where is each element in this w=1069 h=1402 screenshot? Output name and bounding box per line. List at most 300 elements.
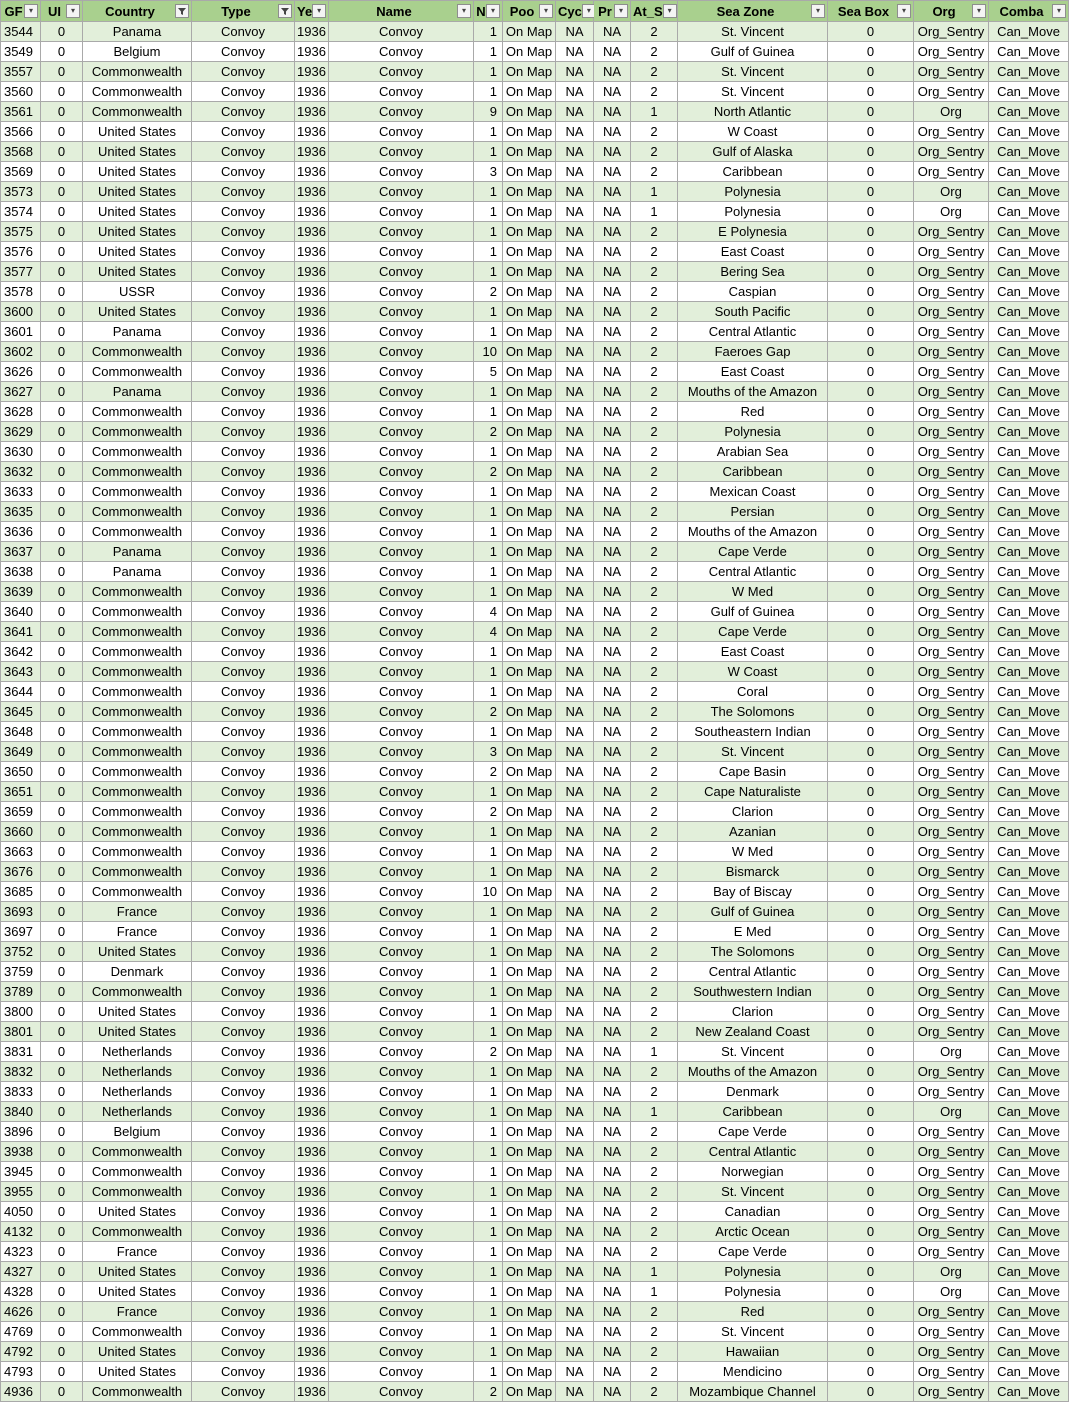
cell-pr[interactable]: NA — [594, 262, 631, 282]
cell-cycle[interactable]: NA — [556, 402, 594, 422]
cell-sea-box[interactable]: 0 — [828, 1322, 914, 1342]
cell-pr[interactable]: NA — [594, 822, 631, 842]
cell-combat[interactable]: Can_Move — [989, 1302, 1069, 1322]
cell-sea-box[interactable]: 0 — [828, 642, 914, 662]
cell-at-s[interactable]: 2 — [631, 842, 678, 862]
cell-cycle[interactable]: NA — [556, 1222, 594, 1242]
cell-sea-zone[interactable]: Gulf of Alaska — [678, 142, 828, 162]
cell-country[interactable]: Commonwealth — [83, 342, 192, 362]
cell-n[interactable]: 2 — [474, 462, 503, 482]
cell-name[interactable]: Convoy — [329, 462, 474, 482]
cell-n[interactable]: 1 — [474, 862, 503, 882]
cell-type[interactable]: Convoy — [192, 462, 295, 482]
cell-name[interactable]: Convoy — [329, 42, 474, 62]
cell-org[interactable]: Org_Sentry — [914, 1002, 989, 1022]
cell-cycle[interactable]: NA — [556, 262, 594, 282]
cell-pool[interactable]: On Map — [503, 802, 556, 822]
header-type[interactable] — [192, 1, 295, 22]
cell-sea-box[interactable]: 0 — [828, 982, 914, 1002]
cell-pool[interactable]: On Map — [503, 1042, 556, 1062]
cell-country[interactable]: Commonwealth — [83, 1182, 192, 1202]
cell-cycle[interactable]: NA — [556, 442, 594, 462]
cell-combat[interactable]: Can_Move — [989, 822, 1069, 842]
cell-name[interactable]: Convoy — [329, 722, 474, 742]
cell-pool[interactable]: On Map — [503, 1322, 556, 1342]
cell-gf[interactable]: 4327 — [1, 1262, 41, 1282]
cell-org[interactable]: Org_Sentry — [914, 902, 989, 922]
cell-org[interactable]: Org_Sentry — [914, 342, 989, 362]
cell-sea-zone[interactable]: Hawaiian — [678, 1342, 828, 1362]
cell-year[interactable]: 1936 — [295, 1262, 329, 1282]
cell-at-s[interactable]: 2 — [631, 782, 678, 802]
cell-year[interactable]: 1936 — [295, 1182, 329, 1202]
cell-country[interactable]: Commonwealth — [83, 502, 192, 522]
cell-pr[interactable]: NA — [594, 582, 631, 602]
cell-org[interactable]: Org_Sentry — [914, 622, 989, 642]
cell-n[interactable]: 1 — [474, 922, 503, 942]
cell-sea-box[interactable]: 0 — [828, 1122, 914, 1142]
cell-cycle[interactable]: NA — [556, 482, 594, 502]
cell-n[interactable]: 9 — [474, 102, 503, 122]
cell-country[interactable]: Panama — [83, 542, 192, 562]
cell-name[interactable]: Convoy — [329, 442, 474, 462]
cell-country[interactable]: Commonwealth — [83, 62, 192, 82]
cell-sea-zone[interactable]: New Zealand Coast — [678, 1022, 828, 1042]
cell-org[interactable]: Org_Sentry — [914, 522, 989, 542]
cell-org[interactable]: Org_Sentry — [914, 722, 989, 742]
cell-gf[interactable]: 3549 — [1, 42, 41, 62]
cell-country[interactable]: Commonwealth — [83, 102, 192, 122]
cell-pr[interactable]: NA — [594, 882, 631, 902]
cell-country[interactable]: Panama — [83, 322, 192, 342]
cell-sea-zone[interactable]: Mendicino — [678, 1362, 828, 1382]
cell-ui[interactable]: 0 — [41, 1282, 83, 1302]
cell-sea-box[interactable]: 0 — [828, 602, 914, 622]
cell-country[interactable]: Netherlands — [83, 1082, 192, 1102]
cell-name[interactable]: Convoy — [329, 562, 474, 582]
cell-cycle[interactable]: NA — [556, 862, 594, 882]
cell-cycle[interactable]: NA — [556, 902, 594, 922]
cell-combat[interactable]: Can_Move — [989, 1002, 1069, 1022]
cell-ui[interactable]: 0 — [41, 782, 83, 802]
cell-gf[interactable]: 3575 — [1, 222, 41, 242]
cell-gf[interactable]: 3650 — [1, 762, 41, 782]
cell-org[interactable]: Org_Sentry — [914, 1162, 989, 1182]
cell-combat[interactable]: Can_Move — [989, 1082, 1069, 1102]
filter-dropdown-icon[interactable]: ▾ — [312, 4, 326, 18]
cell-year[interactable]: 1936 — [295, 882, 329, 902]
cell-pr[interactable]: NA — [594, 242, 631, 262]
cell-sea-zone[interactable]: Cape Verde — [678, 542, 828, 562]
cell-pr[interactable]: NA — [594, 1062, 631, 1082]
cell-sea-box[interactable]: 0 — [828, 322, 914, 342]
cell-org[interactable]: Org_Sentry — [914, 242, 989, 262]
cell-n[interactable]: 1 — [474, 1202, 503, 1222]
cell-pool[interactable]: On Map — [503, 182, 556, 202]
cell-country[interactable]: Commonwealth — [83, 802, 192, 822]
cell-ui[interactable]: 0 — [41, 802, 83, 822]
cell-cycle[interactable]: NA — [556, 1102, 594, 1122]
cell-pool[interactable]: On Map — [503, 522, 556, 542]
cell-pr[interactable]: NA — [594, 1302, 631, 1322]
cell-ui[interactable]: 0 — [41, 1202, 83, 1222]
cell-cycle[interactable]: NA — [556, 1182, 594, 1202]
cell-year[interactable]: 1936 — [295, 122, 329, 142]
cell-pool[interactable]: On Map — [503, 702, 556, 722]
cell-ui[interactable]: 0 — [41, 222, 83, 242]
cell-sea-zone[interactable]: Polynesia — [678, 1282, 828, 1302]
cell-at-s[interactable]: 2 — [631, 362, 678, 382]
cell-n[interactable]: 1 — [474, 562, 503, 582]
header-cycle[interactable] — [556, 1, 594, 22]
cell-pr[interactable]: NA — [594, 1202, 631, 1222]
cell-n[interactable]: 1 — [474, 1262, 503, 1282]
cell-ui[interactable]: 0 — [41, 1362, 83, 1382]
cell-pool[interactable]: On Map — [503, 42, 556, 62]
cell-gf[interactable]: 3544 — [1, 22, 41, 42]
cell-country[interactable]: United States — [83, 182, 192, 202]
cell-at-s[interactable]: 2 — [631, 1242, 678, 1262]
cell-sea-box[interactable]: 0 — [828, 102, 914, 122]
cell-combat[interactable]: Can_Move — [989, 482, 1069, 502]
cell-type[interactable]: Convoy — [192, 802, 295, 822]
cell-at-s[interactable]: 2 — [631, 1222, 678, 1242]
cell-pr[interactable]: NA — [594, 1162, 631, 1182]
cell-gf[interactable]: 3600 — [1, 302, 41, 322]
cell-pr[interactable]: NA — [594, 322, 631, 342]
cell-combat[interactable]: Can_Move — [989, 202, 1069, 222]
filter-dropdown-icon[interactable]: ▾ — [457, 4, 471, 18]
cell-org[interactable]: Org_Sentry — [914, 402, 989, 422]
cell-gf[interactable]: 3626 — [1, 362, 41, 382]
cell-name[interactable]: Convoy — [329, 482, 474, 502]
cell-sea-zone[interactable]: St. Vincent — [678, 1042, 828, 1062]
cell-combat[interactable]: Can_Move — [989, 162, 1069, 182]
cell-type[interactable]: Convoy — [192, 482, 295, 502]
cell-sea-zone[interactable]: Cape Verde — [678, 622, 828, 642]
cell-n[interactable]: 1 — [474, 582, 503, 602]
cell-pr[interactable]: NA — [594, 1042, 631, 1062]
cell-year[interactable]: 1936 — [295, 962, 329, 982]
cell-gf[interactable]: 3660 — [1, 822, 41, 842]
cell-name[interactable]: Convoy — [329, 1102, 474, 1122]
cell-gf[interactable]: 3697 — [1, 922, 41, 942]
cell-sea-zone[interactable]: W Med — [678, 582, 828, 602]
cell-pool[interactable]: On Map — [503, 1202, 556, 1222]
cell-org[interactable]: Org_Sentry — [914, 802, 989, 822]
cell-type[interactable]: Convoy — [192, 762, 295, 782]
cell-type[interactable]: Convoy — [192, 422, 295, 442]
cell-gf[interactable]: 3840 — [1, 1102, 41, 1122]
cell-gf[interactable]: 3759 — [1, 962, 41, 982]
cell-combat[interactable]: Can_Move — [989, 22, 1069, 42]
cell-pool[interactable]: On Map — [503, 582, 556, 602]
cell-cycle[interactable]: NA — [556, 202, 594, 222]
cell-n[interactable]: 1 — [474, 662, 503, 682]
filter-dropdown-icon[interactable]: ▾ — [972, 4, 986, 18]
cell-cycle[interactable]: NA — [556, 842, 594, 862]
cell-country[interactable]: Commonwealth — [83, 82, 192, 102]
cell-n[interactable]: 4 — [474, 622, 503, 642]
cell-pool[interactable]: On Map — [503, 822, 556, 842]
cell-pool[interactable]: On Map — [503, 682, 556, 702]
cell-cycle[interactable]: NA — [556, 602, 594, 622]
cell-sea-zone[interactable]: Faeroes Gap — [678, 342, 828, 362]
cell-at-s[interactable]: 2 — [631, 82, 678, 102]
cell-org[interactable]: Org_Sentry — [914, 1342, 989, 1362]
cell-at-s[interactable]: 2 — [631, 622, 678, 642]
cell-ui[interactable]: 0 — [41, 562, 83, 582]
cell-combat[interactable]: Can_Move — [989, 1102, 1069, 1122]
cell-cycle[interactable]: NA — [556, 382, 594, 402]
cell-combat[interactable]: Can_Move — [989, 782, 1069, 802]
cell-year[interactable]: 1936 — [295, 1342, 329, 1362]
cell-country[interactable]: United States — [83, 1022, 192, 1042]
cell-sea-box[interactable]: 0 — [828, 1382, 914, 1402]
cell-combat[interactable]: Can_Move — [989, 1142, 1069, 1162]
cell-n[interactable]: 1 — [474, 682, 503, 702]
cell-name[interactable]: Convoy — [329, 182, 474, 202]
cell-n[interactable]: 1 — [474, 1282, 503, 1302]
cell-at-s[interactable]: 2 — [631, 542, 678, 562]
cell-n[interactable]: 2 — [474, 1382, 503, 1402]
cell-gf[interactable]: 3627 — [1, 382, 41, 402]
cell-sea-box[interactable]: 0 — [828, 402, 914, 422]
cell-pool[interactable]: On Map — [503, 1242, 556, 1262]
cell-org[interactable]: Org — [914, 182, 989, 202]
cell-country[interactable]: Commonwealth — [83, 642, 192, 662]
cell-cycle[interactable]: NA — [556, 822, 594, 842]
cell-type[interactable]: Convoy — [192, 562, 295, 582]
cell-name[interactable]: Convoy — [329, 202, 474, 222]
filter-dropdown-icon[interactable]: ▾ — [663, 4, 677, 18]
cell-type[interactable]: Convoy — [192, 842, 295, 862]
cell-n[interactable]: 1 — [474, 442, 503, 462]
cell-name[interactable]: Convoy — [329, 282, 474, 302]
cell-country[interactable]: Commonwealth — [83, 522, 192, 542]
cell-at-s[interactable]: 2 — [631, 422, 678, 442]
cell-gf[interactable]: 3644 — [1, 682, 41, 702]
filter-dropdown-icon[interactable]: ▾ — [582, 4, 596, 18]
cell-type[interactable]: Convoy — [192, 242, 295, 262]
cell-name[interactable]: Convoy — [329, 422, 474, 442]
cell-at-s[interactable]: 1 — [631, 1282, 678, 1302]
cell-type[interactable]: Convoy — [192, 342, 295, 362]
cell-org[interactable]: Org_Sentry — [914, 122, 989, 142]
cell-sea-zone[interactable]: St. Vincent — [678, 82, 828, 102]
cell-pool[interactable]: On Map — [503, 82, 556, 102]
cell-pr[interactable]: NA — [594, 362, 631, 382]
cell-ui[interactable]: 0 — [41, 762, 83, 782]
cell-n[interactable]: 10 — [474, 882, 503, 902]
cell-ui[interactable]: 0 — [41, 1082, 83, 1102]
cell-pool[interactable]: On Map — [503, 1182, 556, 1202]
cell-sea-zone[interactable]: Cape Naturaliste — [678, 782, 828, 802]
cell-name[interactable]: Convoy — [329, 522, 474, 542]
cell-combat[interactable]: Can_Move — [989, 142, 1069, 162]
cell-n[interactable]: 1 — [474, 1342, 503, 1362]
cell-at-s[interactable]: 2 — [631, 482, 678, 502]
cell-pool[interactable]: On Map — [503, 262, 556, 282]
cell-pool[interactable]: On Map — [503, 122, 556, 142]
cell-pr[interactable]: NA — [594, 482, 631, 502]
cell-org[interactable]: Org_Sentry — [914, 1222, 989, 1242]
cell-sea-box[interactable]: 0 — [828, 162, 914, 182]
cell-at-s[interactable]: 1 — [631, 182, 678, 202]
cell-pr[interactable]: NA — [594, 1242, 631, 1262]
header-n[interactable] — [474, 1, 503, 22]
cell-combat[interactable]: Can_Move — [989, 842, 1069, 862]
cell-year[interactable]: 1936 — [295, 622, 329, 642]
cell-sea-box[interactable]: 0 — [828, 122, 914, 142]
cell-name[interactable]: Convoy — [329, 902, 474, 922]
cell-org[interactable]: Org_Sentry — [914, 762, 989, 782]
cell-n[interactable]: 1 — [474, 262, 503, 282]
cell-name[interactable]: Convoy — [329, 842, 474, 862]
cell-sea-box[interactable]: 0 — [828, 1262, 914, 1282]
cell-ui[interactable]: 0 — [41, 622, 83, 642]
cell-ui[interactable]: 0 — [41, 102, 83, 122]
cell-country[interactable]: United States — [83, 1362, 192, 1382]
cell-pool[interactable]: On Map — [503, 462, 556, 482]
cell-at-s[interactable]: 1 — [631, 1042, 678, 1062]
cell-sea-zone[interactable]: Bering Sea — [678, 262, 828, 282]
header-combat[interactable] — [989, 1, 1069, 22]
cell-year[interactable]: 1936 — [295, 522, 329, 542]
cell-sea-zone[interactable]: Bay of Biscay — [678, 882, 828, 902]
cell-gf[interactable]: 3602 — [1, 342, 41, 362]
cell-cycle[interactable]: NA — [556, 942, 594, 962]
cell-type[interactable]: Convoy — [192, 42, 295, 62]
header-at-s[interactable] — [631, 1, 678, 22]
cell-gf[interactable]: 4793 — [1, 1362, 41, 1382]
cell-ui[interactable]: 0 — [41, 182, 83, 202]
cell-sea-zone[interactable]: St. Vincent — [678, 742, 828, 762]
cell-cycle[interactable]: NA — [556, 282, 594, 302]
cell-pool[interactable]: On Map — [503, 862, 556, 882]
cell-country[interactable]: United States — [83, 1282, 192, 1302]
cell-sea-box[interactable]: 0 — [828, 22, 914, 42]
cell-at-s[interactable]: 2 — [631, 702, 678, 722]
cell-at-s[interactable]: 2 — [631, 1162, 678, 1182]
cell-year[interactable]: 1936 — [295, 142, 329, 162]
cell-name[interactable]: Convoy — [329, 1042, 474, 1062]
cell-type[interactable]: Convoy — [192, 322, 295, 342]
cell-cycle[interactable]: NA — [556, 662, 594, 682]
cell-name[interactable]: Convoy — [329, 322, 474, 342]
cell-combat[interactable]: Can_Move — [989, 542, 1069, 562]
cell-sea-zone[interactable]: Denmark — [678, 1082, 828, 1102]
cell-at-s[interactable]: 2 — [631, 822, 678, 842]
cell-country[interactable]: Netherlands — [83, 1042, 192, 1062]
cell-sea-zone[interactable]: Central Atlantic — [678, 562, 828, 582]
cell-pr[interactable]: NA — [594, 662, 631, 682]
cell-pr[interactable]: NA — [594, 142, 631, 162]
cell-n[interactable]: 1 — [474, 42, 503, 62]
cell-org[interactable]: Org_Sentry — [914, 282, 989, 302]
cell-combat[interactable]: Can_Move — [989, 922, 1069, 942]
cell-type[interactable]: Convoy — [192, 1022, 295, 1042]
cell-name[interactable]: Convoy — [329, 862, 474, 882]
cell-combat[interactable]: Can_Move — [989, 622, 1069, 642]
cell-combat[interactable]: Can_Move — [989, 862, 1069, 882]
cell-sea-zone[interactable]: Polynesia — [678, 182, 828, 202]
cell-year[interactable]: 1936 — [295, 742, 329, 762]
cell-n[interactable]: 1 — [474, 122, 503, 142]
cell-sea-box[interactable]: 0 — [828, 842, 914, 862]
cell-type[interactable]: Convoy — [192, 262, 295, 282]
cell-sea-zone[interactable]: Persian — [678, 502, 828, 522]
cell-cycle[interactable]: NA — [556, 122, 594, 142]
cell-cycle[interactable]: NA — [556, 1242, 594, 1262]
cell-ui[interactable]: 0 — [41, 842, 83, 862]
cell-at-s[interactable]: 2 — [631, 642, 678, 662]
cell-cycle[interactable]: NA — [556, 182, 594, 202]
header-sea-box[interactable] — [828, 1, 914, 22]
cell-at-s[interactable]: 2 — [631, 22, 678, 42]
cell-sea-box[interactable]: 0 — [828, 362, 914, 382]
cell-cycle[interactable]: NA — [556, 1302, 594, 1322]
cell-combat[interactable]: Can_Move — [989, 322, 1069, 342]
cell-cycle[interactable]: NA — [556, 722, 594, 742]
cell-org[interactable]: Org_Sentry — [914, 142, 989, 162]
cell-sea-box[interactable]: 0 — [828, 1282, 914, 1302]
cell-gf[interactable]: 3633 — [1, 482, 41, 502]
cell-name[interactable]: Convoy — [329, 82, 474, 102]
cell-org[interactable]: Org_Sentry — [914, 302, 989, 322]
cell-sea-box[interactable]: 0 — [828, 1182, 914, 1202]
cell-combat[interactable]: Can_Move — [989, 262, 1069, 282]
cell-sea-zone[interactable]: Bismarck — [678, 862, 828, 882]
filter-dropdown-icon[interactable]: ▾ — [539, 4, 553, 18]
cell-sea-zone[interactable]: Central Atlantic — [678, 1142, 828, 1162]
cell-org[interactable]: Org_Sentry — [914, 822, 989, 842]
cell-year[interactable]: 1936 — [295, 382, 329, 402]
cell-pr[interactable]: NA — [594, 682, 631, 702]
cell-year[interactable]: 1936 — [295, 342, 329, 362]
cell-country[interactable]: Commonwealth — [83, 1222, 192, 1242]
cell-name[interactable]: Convoy — [329, 1062, 474, 1082]
cell-ui[interactable]: 0 — [41, 1102, 83, 1122]
cell-n[interactable]: 1 — [474, 402, 503, 422]
cell-year[interactable]: 1936 — [295, 322, 329, 342]
cell-ui[interactable]: 0 — [41, 62, 83, 82]
cell-type[interactable]: Convoy — [192, 162, 295, 182]
filter-active-icon[interactable] — [278, 4, 292, 18]
cell-ui[interactable]: 0 — [41, 342, 83, 362]
cell-at-s[interactable]: 2 — [631, 502, 678, 522]
cell-n[interactable]: 1 — [474, 222, 503, 242]
cell-year[interactable]: 1936 — [295, 462, 329, 482]
cell-country[interactable]: Commonwealth — [83, 1382, 192, 1402]
cell-gf[interactable]: 3833 — [1, 1082, 41, 1102]
cell-pool[interactable]: On Map — [503, 482, 556, 502]
cell-type[interactable]: Convoy — [192, 362, 295, 382]
cell-type[interactable]: Convoy — [192, 522, 295, 542]
cell-pool[interactable]: On Map — [503, 562, 556, 582]
cell-at-s[interactable]: 1 — [631, 102, 678, 122]
filter-dropdown-icon[interactable]: ▾ — [614, 4, 628, 18]
cell-pool[interactable]: On Map — [503, 1022, 556, 1042]
cell-sea-zone[interactable]: E Med — [678, 922, 828, 942]
cell-n[interactable]: 1 — [474, 822, 503, 842]
cell-combat[interactable]: Can_Move — [989, 342, 1069, 362]
cell-combat[interactable]: Can_Move — [989, 982, 1069, 1002]
cell-combat[interactable]: Can_Move — [989, 942, 1069, 962]
cell-gf[interactable]: 3648 — [1, 722, 41, 742]
cell-type[interactable]: Convoy — [192, 982, 295, 1002]
cell-country[interactable]: Commonwealth — [83, 822, 192, 842]
